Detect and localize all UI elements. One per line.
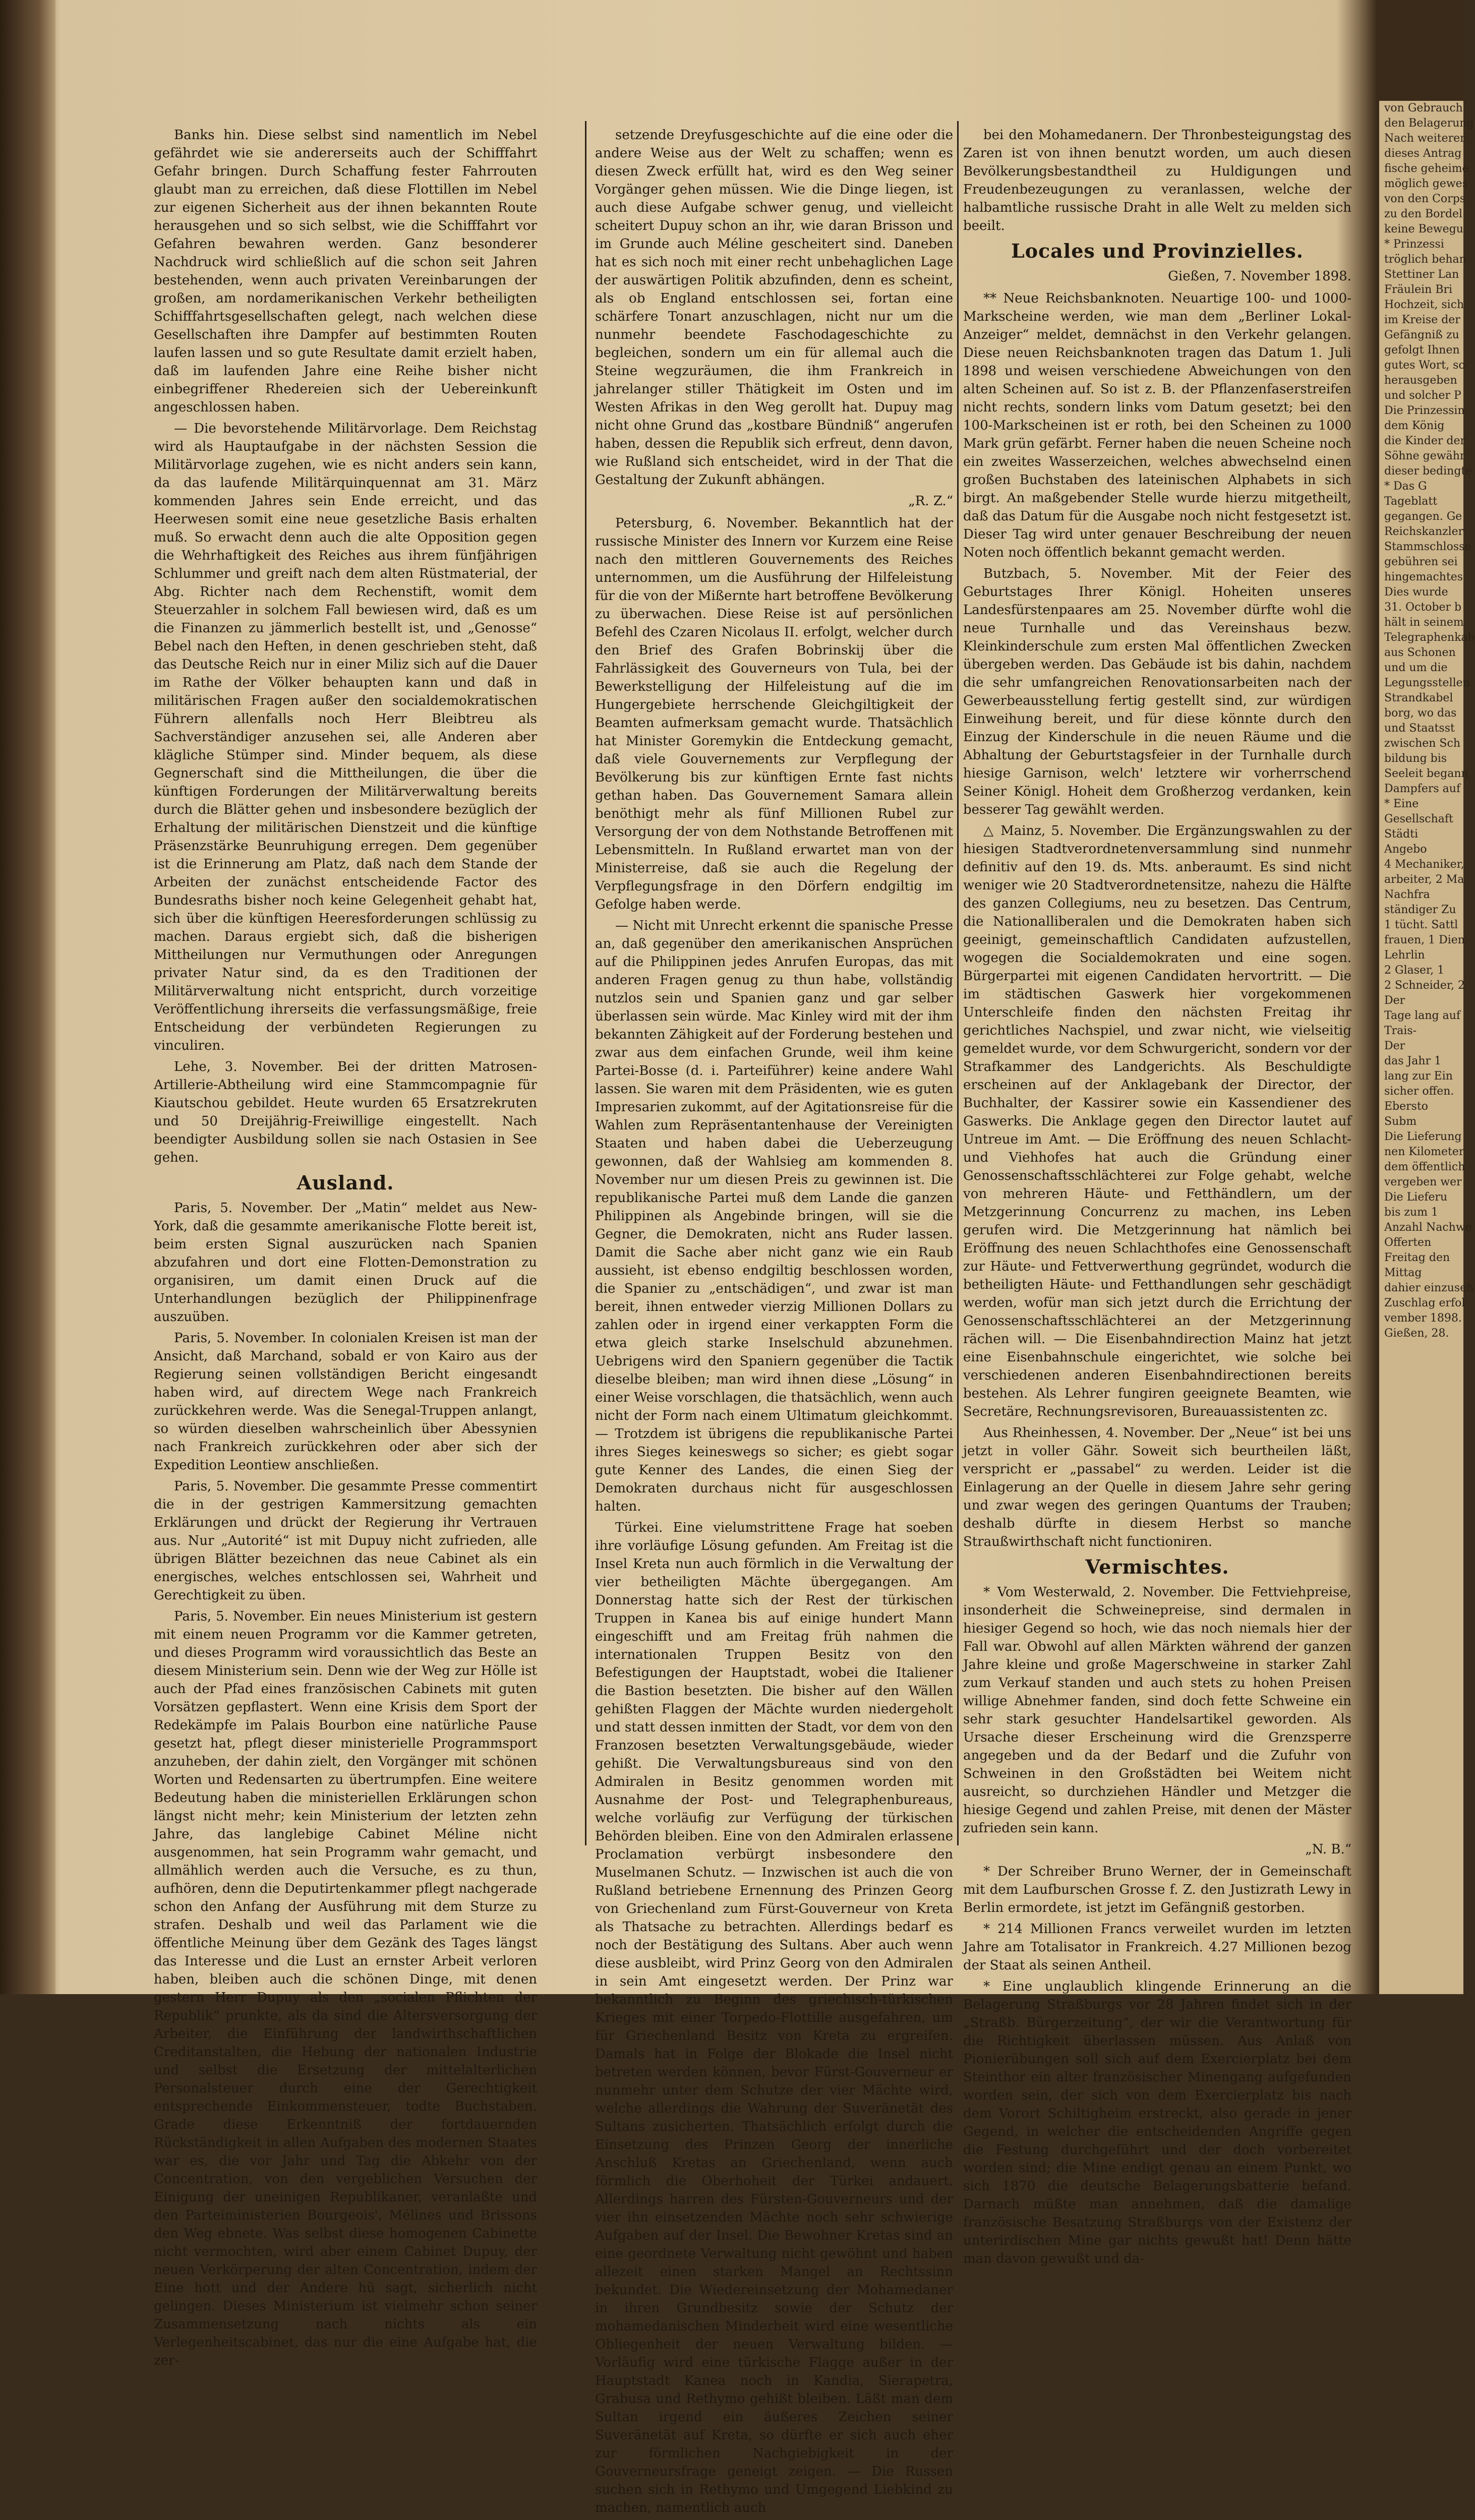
facing-page-fragment: das Jahr 1 <box>1384 1055 1442 1067</box>
facing-page-fragment: Dies wurde <box>1384 586 1448 598</box>
paragraph: — Nicht mit Unrecht erkennt die spanische Presse an, daß gegenüber den amerikanischen Ansprüchen auf die Philippinen jedes Anrufen Europas, das mit anderen Fragen genug zu thun habe, vollständig nutzlos sein und Spanien ganz und gar selber überlassen sein würde. Mac Kinley wird mit der ihm bekannten Zähigkeit auf der Forderung bestehen und zwar aus dem einfachen Grunde, weil ihm keine Partei-Bosse (d. i. Parteiführer) keine andere Wahl lassen. Sie waren mit dem Präsidenten, wie es guten Impresarien zukommt, auf der Agitationsreise für die Wahlen zum Repräsentantenhause der Vereinigten Staaten und haben dabei die Ueberzeugung gewonnen, daß der Wahlsieg am kommenden 8. November nur um diesen Preis zu gewinnen ist. Die republikanische Partei muß dem Lande die ganzen Philippinen als Angebinde bringen, will sie die Gegner, die Demokraten, nicht ans Ruder lassen. Damit die Sache aber nicht ganz wie ein Raub aussieht, ist ebenso endgiltig beschlossen worden, die Spanier zu „entschädigen“, und zwar ist man bereit, ihnen entweder vierzig Millionen Dollars zu zahlen oder in irgend einer verkappten Form die etwa gleich starke Inselschuld abzunehmen. Uebrigens wird den Spaniern gegenüber die Tactik dieselbe bleiben; man wird ihnen diese „Lösung“ in einer Weise vorschlagen, die thatsächlich, wenn auch nicht der Form nach einem Ultimatum gleichkommt. — Trotzdem ist übrigens die republikanische Partei ihres Sieges keineswegs so sicher; es giebt sogar gute Kenner des Landes, die einen Sieg der Demokraten durchaus nicht für ausgeschlossen halten. <box>595 918 953 1514</box>
facing-page-fragment: Stettiner Lan <box>1384 268 1459 281</box>
column-2 <box>595 126 953 2520</box>
facing-page-fragment: tröglich behan <box>1384 253 1466 266</box>
paragraph: bei den Mohamedanern. Der Thronbesteigungstag des Zaren ist von ihnen benutzt worden, um auch diesen Bevölkerungsbestandtheil zu Huldigungen und Freudenbezeugungen zu veranlassen, welche der halbamtliche russische Draht in alle Welt zu melden sich beeilt. <box>963 128 1351 233</box>
facing-page-fragment: 2 Schneider, 2 <box>1384 979 1465 992</box>
facing-page-fragment: Stammschlosse <box>1384 541 1471 553</box>
facing-page-fragment: zu den Bordel <box>1384 208 1463 220</box>
facing-page-fragment: Der <box>1384 1040 1405 1052</box>
facing-page-fragment: die Kinder der <box>1384 435 1466 447</box>
column-3 <box>963 126 1351 2271</box>
facing-page-fragment: dem öffentlich <box>1384 1161 1465 1173</box>
facing-page-fragment: von den Corps <box>1384 193 1466 205</box>
facing-page-fragment: Trais- <box>1384 1025 1417 1037</box>
facing-page-fragment: * Prinzessi <box>1384 238 1444 251</box>
facing-page-fragment: nen Kilometer <box>1384 1146 1464 1158</box>
facing-page-fragment: möglich gewes <box>1384 177 1468 190</box>
paragraph: △ Mainz, 5. November. Die Ergänzungswahlen zu der hiesigen Stadtverordnetenversammlung sind nunmehr definitiv auf den 19. ds. Mts. anberaumt. Es sind nicht weniger wie 20 Stadtverordnetensitze, nahezu die Hälfte des ganzen Collegiums, neu zu besetzen. Das Centrum, die Nationalliberalen und die Demokraten haben sich geeinigt, gemeinschaftlich Candidaten aufzustellen, wogegen die Socialdemokraten und eine sogen. Bürgerpartei mit eigenen Candidaten hervortritt. — Die im städtischen Gaswerk hier vorgekommenen Unterschleife finden den nächsten Freitag ihr gerichtliches Nachspiel, und zwar nicht, wie vielseitig gemeldet wurde, vor dem Schwurgericht, sondern vor der Strafkammer des Landgerichts. Als Beschuldigte erscheinen auf der Anklagebank der Director, der Buchhalter, der Kassirer sowie ein Kassendiener des Gaswerks. Die Anklage gegen den Director lautet auf Untreue im Amt. — Die Eröffnung des neuen Schlacht- und Viehhofes hat auch die Gründung einer Genossenschaftsschlächterei zur Folge gehabt, welche von mehreren Häute- und Fetthändlern, um der Metzgerinnung Concurrenz zu machen, ins Leben gerufen wird. Die Metzgerinnung hat nämlich bei Eröffnung des neuen Schlachthofes eine Genossenschaft zur Häute- und Fettverwerthung gegründet, wodurch die betheiligten Häute- und Fetthandlungen sehr geschädigt werden, wofür man sich jetzt durch die Errichtung der Genossenschaftsschlächterei an der Metzgerinnung rächen will. — Die Eisenbahndirection Mainz hat jetzt eine Eisenbahnschule eingerichtet, wie solche bei verschiedenen anderen Eisenbahndirectionen bereits bestehen. Als Lehrer fungiren geeignete Beamten, wie Secretäre, Rechnungsrevisoren, Bureauassistenten zc. <box>963 823 1351 1419</box>
facing-page-fragment: im Kreise der <box>1384 314 1460 326</box>
facing-page-fragment: Mittag <box>1384 1267 1422 1279</box>
facing-page-fragment: Reichskanzler <box>1384 525 1464 538</box>
facing-page-fragment: Strandkabel <box>1384 692 1453 704</box>
facing-page-fragment: fische geheime <box>1384 162 1469 175</box>
facing-page-fragment: vergeben wer <box>1384 1176 1462 1188</box>
facing-page-fragment: Söhne gewähr <box>1384 450 1465 462</box>
column-1 <box>154 126 537 2373</box>
source-signature: „R. Z.“ <box>908 494 953 509</box>
source-signature: „N. B.“ <box>1305 1842 1351 1857</box>
paragraph: ** Neue Reichsbanknoten. Neuartige 100- und 1000-Markscheine werden, wie man dem „Berliner Lokal-Anzeiger“ meldet, demnächst in den Verkehr gelangen. Diese neuen Reichsbanknoten tragen das Datum 1. Juli 1898 und weisen verschiedene Abweichungen von den alten Scheinen auf. So ist z. B. der Pflanzenfaserstreifen nicht rechts, sondern links vom Datum gesetzt; bei den 100-Markscheinen ist er roth, bei den Scheinen zu 1000 Mark grün gefärbt. Ferner haben die neuen Scheine noch ein zweites Wasserzeichen, welches abwechselnd einen großen Buchstaben des lateinischen Alphabets in sich birgt. An maßgebender Stelle wurde hierzu mitgetheilt, daß das Datum für die Ausgabe noch nicht festgesetzt ist. Dieser Tag wird unter genauer Beschreibung der neuen Noten noch öffentlich bekannt gemacht werden. <box>963 291 1351 560</box>
dateline: Gießen, 7. November 1898. <box>1168 269 1351 284</box>
facing-page-fragment: gefolgt Ihnen <box>1384 344 1460 356</box>
facing-page-fragment: Subm <box>1384 1115 1417 1128</box>
facing-page-fragment: zwischen Sch <box>1384 737 1460 750</box>
facing-page-fragment: Tageblatt <box>1384 495 1438 508</box>
paragraph: * Der Schreiber Bruno Werner, der in Gemeinschaft mit dem Laufburschen Grosse f. Z. den Justizrath Lewy in Berlin ermordete, ist jetzt im Gefängniß gestorben. <box>963 1864 1351 1915</box>
paragraph: Aus Rheinhessen, 4. November. Der „Neue“ ist bei uns jetzt in voller Gähr. Soweit sich beurtheilen läßt, verspricht er „passabel“ zu werden. Leider ist die Einlagerung an der Quelle in diesem Jahre sehr gering und zwar wegen des geringen Quantums der Trauben; deshalb dürfte in diesem Herbst so manche Straußwirthschaft nicht functioniren. <box>963 1425 1351 1549</box>
facing-page-fragment: Gefängniß zu <box>1384 329 1459 341</box>
facing-page-fragment: vember 1898. <box>1384 1312 1462 1325</box>
facing-page-edge <box>1379 101 1475 1994</box>
facing-page-fragment: 4 Mechaniker, <box>1384 858 1464 871</box>
facing-page-fragment: 2 Glaser, 1 <box>1384 964 1445 977</box>
column-rule-1 <box>585 121 586 1845</box>
facing-page-fragment: aus Schonen <box>1384 646 1456 659</box>
facing-page-fragment: Seeleit begann <box>1384 767 1468 780</box>
facing-page-fragment: Die Lieferu <box>1384 1191 1448 1204</box>
facing-page-fragment: Nach weiterer <box>1384 132 1465 145</box>
paragraph: * Eine unglaublich klingende Erinnerung an die Belagerung Straßburgs vor 28 Jahren findet sich in der „Straßb. Bürgerzeitung“, der wir die Verantwortung für die Richtigkeit überlassen müssen. Aus Anlaß von Pionierübungen soll sich auf dem Exercierplatz bei dem Steinthor ein alter französischer Minengang aufgefunden worden sein, der sich von dem Exercierplatz bis nach dem Vorort Schiltigheim erstreckt, also gerade in jener Gegend, in welcher die entscheidenden Angriffe gegen die Festung durchgeführt und der doch vorbereitet worden sind; die Mine endigt genau an einem Punkt, wo sich 1870 die deutsche Belagerungsbatterie befand. Darnach müßte man annehmen, daß die damalige französische Besatzung Straßburgs von der Existenz der unterirdischen Mine gar nichts gewußt hat! Denn hätte man davon gewußt und da- <box>963 1979 1351 2266</box>
facing-page-fragment: Nachfra <box>1384 888 1430 901</box>
facing-page-fragment: gegangen. Ge <box>1384 510 1462 523</box>
paragraph: Paris, 5. November. Der „Matin“ meldet aus New-York, daß die gesammte amerikanische Flotte bereit ist, beim ersten Signal auszurücken nach Spanien abzufahren und dort eine Flotten-Demonstration zu organisiren, um damit einen Druck auf die Unterhandlungen bezüglich der Philippinenfrage auszuüben. <box>154 1201 537 1325</box>
paragraph: Paris, 5. November. In colonialen Kreisen ist man der Ansicht, daß Marchand, sobald er von Kairo aus der Regierung seinen vollständigen Bericht eingesandt haben wird, auf directem Wege nach Frankreich zurückkehren werde. Was die Senegal-Truppen anlangt, so würden dieselben wahrscheinlich über Abessynien nach Frankreich zurückkehren oder aber sich der Expedition Leontiew anschließen. <box>154 1331 537 1473</box>
facing-page-fragment: Dampfers auf <box>1384 783 1461 795</box>
facing-page-fragment: Ebersto <box>1384 1100 1429 1113</box>
facing-page-fragment: Gießen, 28. <box>1384 1327 1449 1340</box>
facing-page-fragment: hält in seinem <box>1384 616 1464 629</box>
facing-page-fragment: * Eine <box>1384 798 1419 810</box>
facing-page-fragment: 1 tücht. Sattl <box>1384 919 1458 931</box>
facing-page-fragment: Lehrlin <box>1384 949 1425 962</box>
section-heading-locales: Locales und Provinzielles. <box>1011 239 1304 262</box>
facing-page-fragment: Zuschlag erfol <box>1384 1297 1465 1309</box>
facing-page-fragment: bis zum 1 <box>1384 1206 1439 1219</box>
facing-page-fragment: Fräulein Bri <box>1384 283 1453 296</box>
facing-page-fragment: und solcher P <box>1384 389 1461 402</box>
facing-page-fragment: dahier einzuseh <box>1384 1282 1474 1294</box>
section-heading-vermischtes: Vermischtes. <box>1085 1555 1229 1578</box>
facing-page-fragment: ständiger Zu <box>1384 904 1456 916</box>
paragraph: — Die bevorstehende Militärvorlage. Dem Reichstag wird als Hauptaufgabe in der nächsten Session die Militärvorlage zugehen, wie es nicht anders sein kann, da das laufende Militärquinquennat am 31. März kommenden Jahres sein Ende erreicht, und das Heerwesen somit eine neue gesetzliche Basis erhalten muß. So erwacht denn auch die alte Opposition gegen die Wehrhaftigkeit des Reiches aus ihrem fünfjährigen Schlummer und greift nach dem alten Rüstmaterial, der Abg. Richter nach dem Rechenstift, womit dem Steuerzahler in solchem Fall bewiesen wird, daß es um die Finanzen zu jämmerlich bestellt ist, und „Genosse“ Bebel nach den Heften, in denen geschrieben steht, daß das Deutsche Reich nur in einer Miliz sich auf die Dauer im Rathe der Völker behaupten kann und daß in militärischen Fragen außer den socialdemokratischen Führern allenfalls noch Herr Bleibtreu als Sachverständiger anzusehen sei, alle Anderen aber klägliche Stümper sind. Minder bequem, als diese Gegnerschaft sind die Mittheilungen, die über die künftigen Forderungen der Militärverwaltung bereits durch die Blätter gehen und insbesondere bezüglich der Erhaltung der militärischen Dienstzeit und die künftige Präsenzstärke Beunruhigung erregen. Dem gegenüber ist die Erinnerung am Platz, daß nach dem Stande der Arbeiten der zunächst entscheidende Factor des Bundesraths bisher noch keine Gelegenheit gehabt hat, sich über die künftigen Heeresforderungen schlüssig zu machen. Daraus ergiebt sich, daß die bisherigen Mittheilungen nur Vermuthungen oder Anregungen privater Natur sind, da es den Traditionen der Militärverwaltung nicht entspricht, durch vorzeitige Veröffentlichung ihrerseits die verfassungsmäßige, freie Entscheidung der verbündeten Regierungen zu vinculiren. <box>154 421 537 1053</box>
facing-page-fragment: Hochzeit, sich <box>1384 298 1464 311</box>
facing-page-fragment: * Das G <box>1384 480 1427 493</box>
facing-page-fragment: von Gebrauch <box>1384 102 1463 114</box>
facing-page-fragment: Telegraphenkab <box>1384 631 1475 644</box>
facing-page-fragment: Die Lieferung <box>1384 1130 1462 1143</box>
facing-page-fragment: gebühren sei <box>1384 556 1458 568</box>
paragraph: Butzbach, 5. November. Mit der Feier des Geburtstages Ihrer Königl. Hoheiten unseres Landesfürstenpaares am 25. November dürfte wohl die neue Turnhalle und das Vereinshaus bezw. Kleinkinderschule zum ersten Mal öffentlichen Zwecken übergeben werden. Das Gebäude ist bis dahin, nachdem die sehr umfangreichen Renovationsarbeiten nach der Gewerbeausstellung fertig gestellt sind, zur würdigen Einweihung bereit, und für diese könnte durch den Einzug der Kinderschule in die neuen Räume und die Abhaltung der Geburtstagsfeier in der Turnhalle durch hiesige Garnison, welch' letztere wir vorherrschend Seiner Königl. Hoheit dem Großherzog verdanken, kein besserer Tag gewählt werden. <box>963 566 1351 817</box>
facing-page-fragment: lang zur Ein <box>1384 1070 1453 1083</box>
section-heading-ausland: Ausland. <box>297 1171 394 1194</box>
facing-page-fragment: Freitag den <box>1384 1251 1450 1264</box>
paragraph: * Vom Westerwald, 2. November. Die Fettviehpreise, insonderheit die Schweinepreise, sind dermalen in hiesiger Gegend so hoch, wie das noch niemals hier der Fall war. Obwohl auf allen Märkten während der ganzen Jahre kleine und große Magerschweine in starker Zahl zum Verkauf standen und auch stets zu hohen Preisen willige Abnehmer fanden, sind doch fette Schweine ein sehr stark gesuchter Handelsartikel geworden. Als Ursache dieser Erscheinung wird die Grenzsperre angegeben und da der Bedarf und die Zufuhr von Schweinen in den Großstädten bei Weitem nicht ausreicht, so durchziehen Händler und Metzger die hiesige Gegend und zahlen Preise, mit denen der Mäster zufrieden sein kann. <box>963 1585 1351 1836</box>
facing-page-fragment: frauen, 1 Dien <box>1384 934 1465 946</box>
facing-page-fragment: den Belagerung <box>1384 117 1474 130</box>
paragraph: Petersburg, 6. November. Bekanntlich hat der russische Minister des Innern vor Kurzem eine Reise nach den mittleren Gouvernements des Reiches unternommen, um die Ausführung der Hilfeleistung für die von der Mißernte hart betroffene Bevölkerung zu überwachen. Diese Reise ist auf persönlichen Befehl des Czaren Nicolaus II. erfolgt, welcher durch den Brief des Grafen Bobrinskij über die Fahrlässigkeit des Gouverneurs von Tula, bei der Bewerkstelligung der Hilfeleistung auf die im Hungergebiete herrschende Gleichgiltigkeit der Beamten aufmerksam gemacht wurde. Thatsächlich hat Minister Goremykin die Entdeckung gemacht, daß viele Gouvernements zur Verpflegung der Bevölkerung bis zur künftigen Ernte fast nichts gethan haben. Das Gouvernement Samara allein benöthigt mehr als fünf Millionen Rubel zur Versorgung der von dem Nothstande Betroffenen mit Lebensmitteln. In Rußland erwartet man von der Ministerreise, daß sie auch die Regelung der Verpflegungsfrage in den Dörfern endgiltig im Gefolge haben werde. <box>595 516 953 912</box>
facing-page-fragment: dieses Antrag <box>1384 147 1462 160</box>
facing-page-fragment: Tage lang auf <box>1384 1009 1461 1022</box>
facing-page-fragment: Anzahl Nachwe <box>1384 1221 1472 1234</box>
facing-page-fragment: keine Bewegu <box>1384 223 1463 235</box>
facing-page-fragment: sicher offen. <box>1384 1085 1454 1098</box>
facing-page-fragment: gutes Wort, so <box>1384 359 1465 372</box>
facing-page-fragment: Angebo <box>1384 843 1427 856</box>
facing-page-fragment: Gesellschaft <box>1384 813 1453 825</box>
facing-page-fragment: Offerten <box>1384 1236 1432 1249</box>
paragraph: Paris, 5. November. Die gesammte Presse commentirt die in der gestrigen Kammersitzung gemachten Erklärungen und drückt der Regierung ihr Vertrauen aus. Nur „Autorité“ ist mit Dupuy nicht zufrieden, alle übrigen Blätter bezeichnen das neue Cabinet als ein energisches, welches entschlossen sei, Wahrheit und Gerechtigkeit zu üben. <box>154 1479 537 1603</box>
paragraph: * 214 Millionen Francs verweilet wurden im letzten Jahre am Totalisator in Frankreich. 4.27 Millionen bezog der Staat als seinen Antheil. <box>963 1922 1351 1973</box>
facing-page-fragment: und Staatsst <box>1384 722 1455 735</box>
facing-page-fragment: Der <box>1384 994 1405 1007</box>
facing-page-fragment: arbeiter, 2 Ma <box>1384 873 1464 886</box>
facing-page-fragment: dem König <box>1384 419 1445 432</box>
facing-page-fragment: und um die <box>1384 662 1448 674</box>
column-rule-2 <box>957 121 959 1845</box>
paragraph: Banks hin. Diese selbst sind namentlich im Nebel gefährdet wie sie andererseits auch der Schifffahrt Gefahr bringen. Durch Schaffung fester Fahrrouten glaubt man zu erreichen, daß diese Flottillen im Nebel zur eigenen Sicherheit aus der ihnen bekannten Route herausgehen und so sich selbst, wie die Schifffahrt vor Gefahren bewahren werden. Ganz besonderer Nachdruck wird schließlich auf die schon seit Jahren bestehenden, wenn auch privaten Vereinbarungen der großen, am nordamerikanischen Verkehr betheiligten Schifffahrtsgesellschaften gelegt, nach welchen diese Gesellschaften ihre Dampfer auf bestimmten Routen laufen lassen und so gute Resultate damit erzielt haben, daß im laufenden Jahre eine Reihe bisher nicht einbegriffener Rhedereien sich der Uebereinkunft angeschlossen haben. <box>154 128 537 415</box>
facing-page-fragment: 31. October b <box>1384 601 1462 614</box>
paragraph: Lehe, 3. November. Bei der dritten Matrosen-Artillerie-Abtheilung wird eine Stammcompagnie für Kiautschou gebildet. Heute wurden 65 Ersatzrekruten und 50 Dreijährig-Freiwillige eingestellt. Nach beendigter Ausbildung sollen sie nach Ostasien in See gehen. <box>154 1059 537 1165</box>
facing-page-fragment: Städti <box>1384 828 1418 841</box>
paragraph: setzende Dreyfusgeschichte auf die eine oder die andere Weise aus der Welt zu schaffen; wenn es diesen Zweck erfüllt hat, wird es den Weg seiner Vorgänger gehen müssen. Wie die Dinge liegen, ist auch diese Aufgabe schwer genug, und vielleicht scheitert Dupuy schon an ihr, wie daran Brisson und im Grunde auch Méline gescheitert sind. Daneben hat es sich noch mit einer recht unbehaglichen Lage der auswärtigen Politik abzufinden, denn es scheint, als ob England entschlossen sei, fortan eine schärfere Tonart anzuschlagen, nicht nur um die nunmehr beendete Faschodageschichte zu begleichen, sondern um ein für allemal auch die Steine wegzuräumen, die ihm Frankreich in jahrelanger stiller Thätigkeit im Osten und im Westen Afrikas in den Weg gerollt hat. Dupuy mag nicht ohne Grund das „kostbare Bündniß“ angerufen haben, dessen die Republik sich erfreut, denn davon, wie Rußland sich entscheidet, wird in der That die Gestaltung der Zukunft abhängen. <box>595 128 953 488</box>
facing-page-fragment: hingemachtes <box>1384 571 1463 583</box>
facing-page-fragment: bildung bis <box>1384 752 1447 765</box>
paragraph: Paris, 5. November. Ein neues Ministerium ist gestern mit einem neuen Programm vor die Kammer getreten, und dieses Programm wird voraussichtlich das Beste an diesem Ministerium sein. Denn wie der Weg zur Hölle ist auch der Pfad eines französischen Cabinets mit guten Vorsätzen gepflastert. Wenn eine Krisis dem Sport der Redekämpfe im Palais Bourbon eine natürliche Pause gesetzt hat, pflegt dieser ministerielle Programmsport anzuheben, der dahin zielt, den Vorgänger mit schönen Worten und Redensarten zu übertrumpfen. Eine weitere Bedeutung haben die ministeriellen Erklärungen schon längst nicht mehr; kein Ministerium der letzten zehn Jahre, das langlebige Cabinet Méline nicht ausgenommen, hat sein Programm wahr gemacht, und allmählich werden auch die Versuche, es zu thun, aufhören, denn die Deputirtenkammer pflegt nachgerade schon den Anfang der Ausführung mit dem Sturze zu strafen. Deshalb und weil das Parlament wie die öffentliche Meinung über dem Gezänk des Tages längst das Interesse und die Lust an ernster Arbeit verloren haben, bleiben auch die schönen Dinge, mit denen gestern Herr Dupuy als den „socialen Pflichten der Republik“ prunkte, als da sind die Altersversorgung der Arbeiter, die Einführung der landwirthschaftlichen Creditanstalten, die Hebung der nationalen Industrie und selbst die Ersetzung der mittelalterlichen Personalsteuer durch eine der Gerechtigkeit entsprechende Einkommensteuer, todte Buchstaben. Grade diese Erkenntniß der fortdauernden Rückständigkeit in allen Aufgaben des modernen Staates war es, die vor Jahr und Tag die Abkehr von der Concentration, von den vergeblichen Versuchen der Einigung der uneinigen Republikaner, veranlaßte und den Parteiministerien Bourgeois', Mélines und Brissons den Weg ebnete. Was selbst diese homogenen Cabinette nicht vermochten, wird aber einem Cabinet Dupuy, der neuen Verkörperung der alten Concentration, indem der Eine hott und der Andere hü sagt, sicherlich nicht gelingen. Dieses Ministerium ist vielmehr schon seiner Zusammensetzung nach nichts als ein Verlegenheitscabinet, das nur die eine Aufgabe hat, die zer- <box>154 1609 537 2368</box>
facing-page-fragment: Die Prinzessin <box>1384 404 1465 417</box>
facing-page-fragment: herausgeben <box>1384 374 1457 387</box>
paragraph: Türkei. Eine vielumstrittene Frage hat soeben ihre vorläufige Lösung gefunden. Am Freitag ist die Insel Kreta nun auch förmlich in die Verwaltung der vier betheiligten Mächte übergegangen. Am Donnerstag hatte sich der Rest der türkischen Truppen in Kanea bis auf einige hundert Mann eingeschifft und am Freitag früh nahmen die internationalen Truppen Besitz von den Befestigungen der Hauptstadt, wobei die Italiener die Bastion besetzten. Die bisher auf den Wällen gehißten Flaggen der Mächte wurden niedergeholt und statt dessen inmitten der Stadt, vor dem von den Franzosen besetzten Verwaltungsgebäude, wieder gehißt. Die Verwaltungsbureaus sind von den Admiralen in Besitz genommen worden mit Ausnahme der Post- und Telegraphenbureaus, welche vorläufig zur Verfügung der türkischen Behörden bleiben. Eine von den Admiralen erlassene Proclamation verbürgt insbesondere den Muselmanen Schutz. — Inzwischen ist auch die von Rußland betriebene Ernennung des Prinzen Georg von Griechenland zum Fürst-Gouverneur von Kreta als Thatsache zu betrachten. Allerdings bedarf es noch der Bestätigung des Sultans. Aber auch wenn diese ausbleibt, wird Prinz Georg von den Admiralen in sein Amt eingesetzt werden. Der Prinz war bekanntlich zu Beginn des griechisch-türkischen Krieges mit einer Torpedo-Flottille ausgefahren, um für Griechenland Besitz von Kreta zu ergreifen. Damals hat in Folge der Blokade die Insel nicht betreten werden können, bevor Fürst-Gouverneur er nunmehr unter dem Schutze der vier Mächte wird, welche allerdings die Wahrung der Suveränetät des Sultans zusicherten. Thatsächlich erfolgt durch die Einsetzung des Prinzen Georg der innerliche Anschluß Kretas an Griechenland, wenn auch förmlich die Oberhoheit der Türkei andauert. Allerdings harren des Fürsten-Gouverneurs und der vier ihn einsetzenden Mächte noch sehr schwierige Aufgaben auf der Insel. Die Bewohner Kretas sind an eine geordnete Verwaltung nicht gewöhnt und haben allezeit einen starken Mangel an Rechtssinn bekundet. Die Wiedereinsetzung der Mohamedaner in ihren Grundbesitz sowie der Schutz der mohamedanischen Minderheit wird eine wesentliche Obliegenheit der neuen Verwaltung bilden. — Vorläufig wird eine türkische Flagge außer in der Hauptstadt Kanea noch in Kandia, Sierapetra, Grabusa und Rethymo gehißt bleiben. Läßt man dem Sultan irgend ein äußeres Zeichen seiner Suveränetät auf Kreta, so dürfte er sich auch eher zur förmlichen Nachgiebigkeit in der Gouverneursfrage geneigt zeigen. — Die Russen suchen sich in Rethymo und Umgegend Liebkind zu machen, namentlich auch <box>595 1520 953 2515</box>
facing-page-fragment: Legungsstellen <box>1384 677 1470 689</box>
facing-page-fragment: borg, wo das <box>1384 707 1457 719</box>
page-binding <box>0 0 55 1994</box>
facing-page-fragment: dieser bedingte <box>1384 465 1472 477</box>
